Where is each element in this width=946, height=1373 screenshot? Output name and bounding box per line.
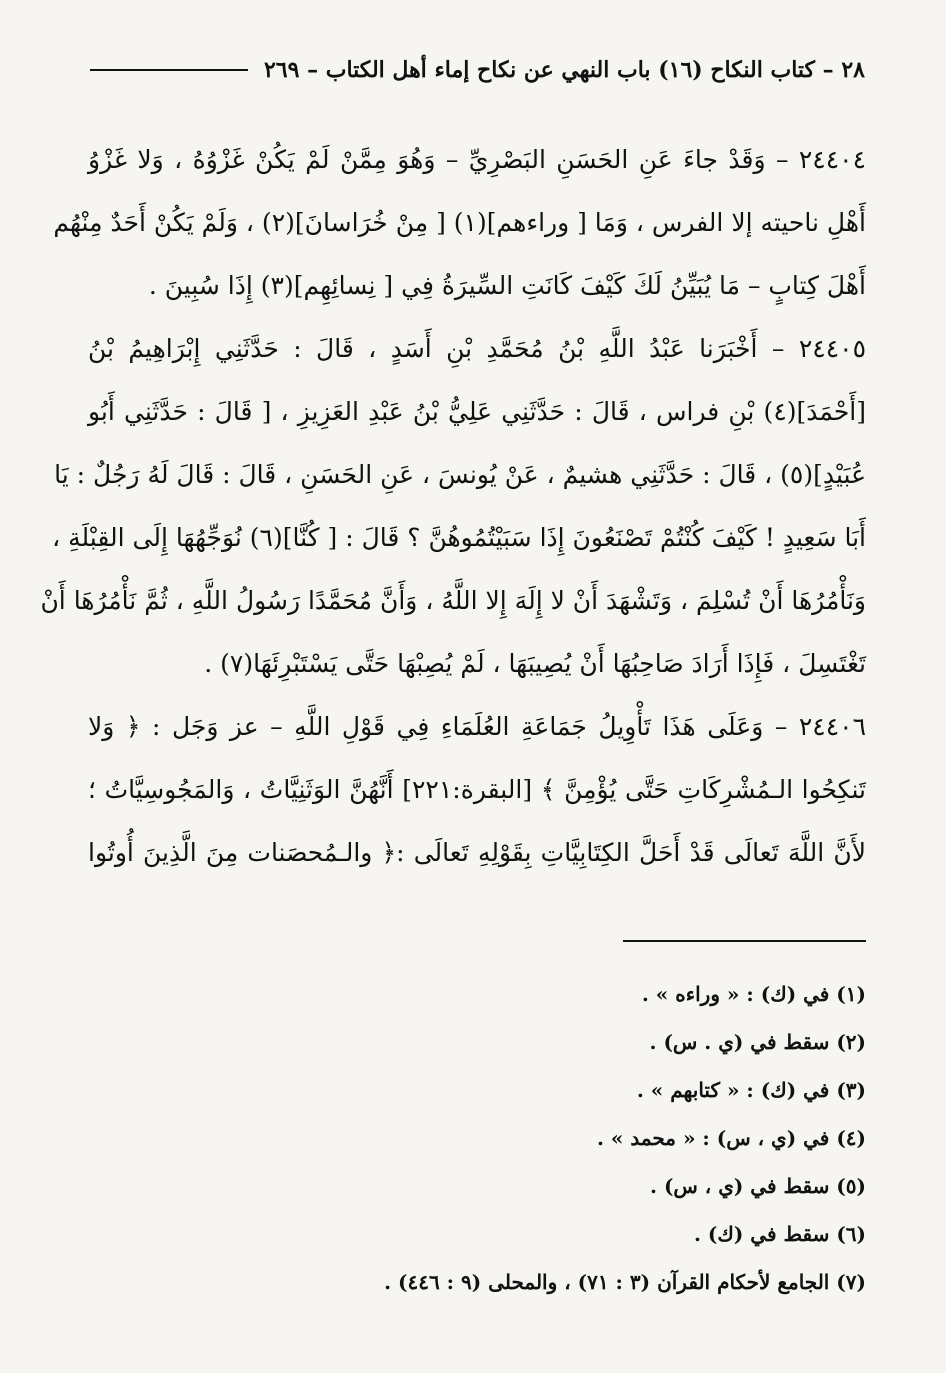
text-line: وَنَأْمُرُهَا أَنْ تُسْلِمَ ، وَتَشْهَدَ أَنْ لا إِلَهَ إِلا اللَّهُ ، وَأَنَّ مُحَمَّدًا رَسُولُ اللَّهِ ، ثُمَّ نَأْمُرُهَا أَنْ	[40, 586, 866, 615]
footnote-separator	[623, 940, 866, 942]
text-line: أَبَا سَعِيدٍ ! كَيْفَ كُنْتُمْ تَصْنَعُونَ إِذَا سَبَيْتُمُوهُنَّ ؟ قَالَ : [ كُنَّا](٦) نُوَجِّهُهَا إِلَى القِبْلَةِ ،	[52, 523, 866, 552]
text-line: ٢٤٤٠٥ – أَخْبَرَنا عَبْدُ اللَّهِ بْنُ مُحَمَّدِ بْنِ أَسَدٍ ، قَالَ : حَدَّثَنِي إِبْرَاهِيمُ بْنُ	[88, 334, 866, 363]
text-line: عُبَيْدٍ](٥) ، قَالَ : حَدَّثَنِي هشيمٌ ، عَنْ يُونسَ ، عَنِ الحَسَنِ ، قَالَ : قَالَ لَهُ رَجُلٌ : يَا	[54, 460, 866, 489]
running-header-title: ٢٨ – كتاب النكاح (١٦) باب النهي عن نكاح إماء أهل الكتاب – ٢٦٩	[263, 57, 865, 83]
footnote-5: (٥) سقط في (ي ، س) .	[650, 1174, 866, 1198]
footnote-2: (٢) سقط في (ي . س) .	[649, 1030, 866, 1054]
main-text	[40, 128, 866, 884]
text-line: ٢٤٤٠٤ – وَقَدْ جاءَ عَنِ الحَسَنِ البَصْرِيِّ – وَهُوَ مِمَّنْ لَمْ يَكُنْ غَزْوُهُ ، وَلا غَزْوُ	[88, 145, 866, 174]
text-line: تَنكِحُوا الـمُشْرِكَاتِ حَتَّى يُؤْمِنَّ ﴾ [البقرة:٢٢١] أَنَّهُنَّ الوَثَنِيَّاتُ ، وَالمَجُوسِيَّاتُ ؛	[88, 775, 866, 804]
footnote-3: (٣) في (ك) : « كتابهم » .	[636, 1078, 866, 1102]
footnote-4: (٤) في (ي ، س) : « محمد » .	[596, 1126, 866, 1150]
text-line: تَغْتَسِلَ ، فَإِذَا أَرَادَ صَاحِبُهَا أَنْ يُصِيبَهَا ، لَمْ يُصِبْهَا حَتَّى يَسْتَبْرِئَهَا(٧) .	[204, 649, 866, 678]
header-rule	[90, 69, 248, 71]
text-line: أَهْلَ كِتابٍ – مَا يُبَيِّنُ لَكَ كَيْفَ كَانَتِ السِّيرَةُ فِي [ نِسائِهِم](٣) إِذَا سُبِينَ .	[148, 271, 866, 300]
text-line: لأَنَّ اللَّهَ تَعالَى قَدْ أَحَلَّ الكِتَابِيَّاتِ بِقَوْلِهِ تَعالَى :﴿ والـمُحصَنات مِنَ الَّذِينَ أُوتُوا	[88, 838, 866, 867]
footnote-6: (٦) سقط في (ك) .	[694, 1222, 866, 1246]
footnotes	[300, 970, 866, 1306]
text-line: أَهْلِ ناحيته إلا الفرس ، وَمَا [ وراءهم](١) [ مِنْ خُرَاسانَ](٢) ، وَلَمْ يَكُنْ أَحَدٌ مِنْهُم	[53, 208, 866, 237]
footnote-7: (٧) الجامع لأحكام القرآن (٣ : ٧١) ، والمحلى (٩ : ٤٤٦) .	[384, 1270, 866, 1294]
page-header	[90, 50, 865, 90]
text-line: ٢٤٤٠٦ – وَعَلَى هَذَا تَأْوِيلُ جَمَاعَةِ العُلَمَاءِ فِي قَوْلِ اللَّهِ – عز وَجَل : ﴿ وَلا	[88, 712, 866, 741]
paragraph-24405	[40, 317, 866, 695]
footnote-1: (١) في (ك) : « وراءه » .	[641, 982, 866, 1006]
paragraph-24406	[88, 695, 866, 884]
text-line: [أَحْمَدَ](٤) بْنِ فراس ، قَالَ : حَدَّثَنِي عَلِيُّ بْنُ عَبْدِ العَزِيزِ ، [ قَالَ : حَدَّثَنِي أَبُو	[88, 397, 866, 426]
paragraph-24404	[53, 128, 866, 317]
